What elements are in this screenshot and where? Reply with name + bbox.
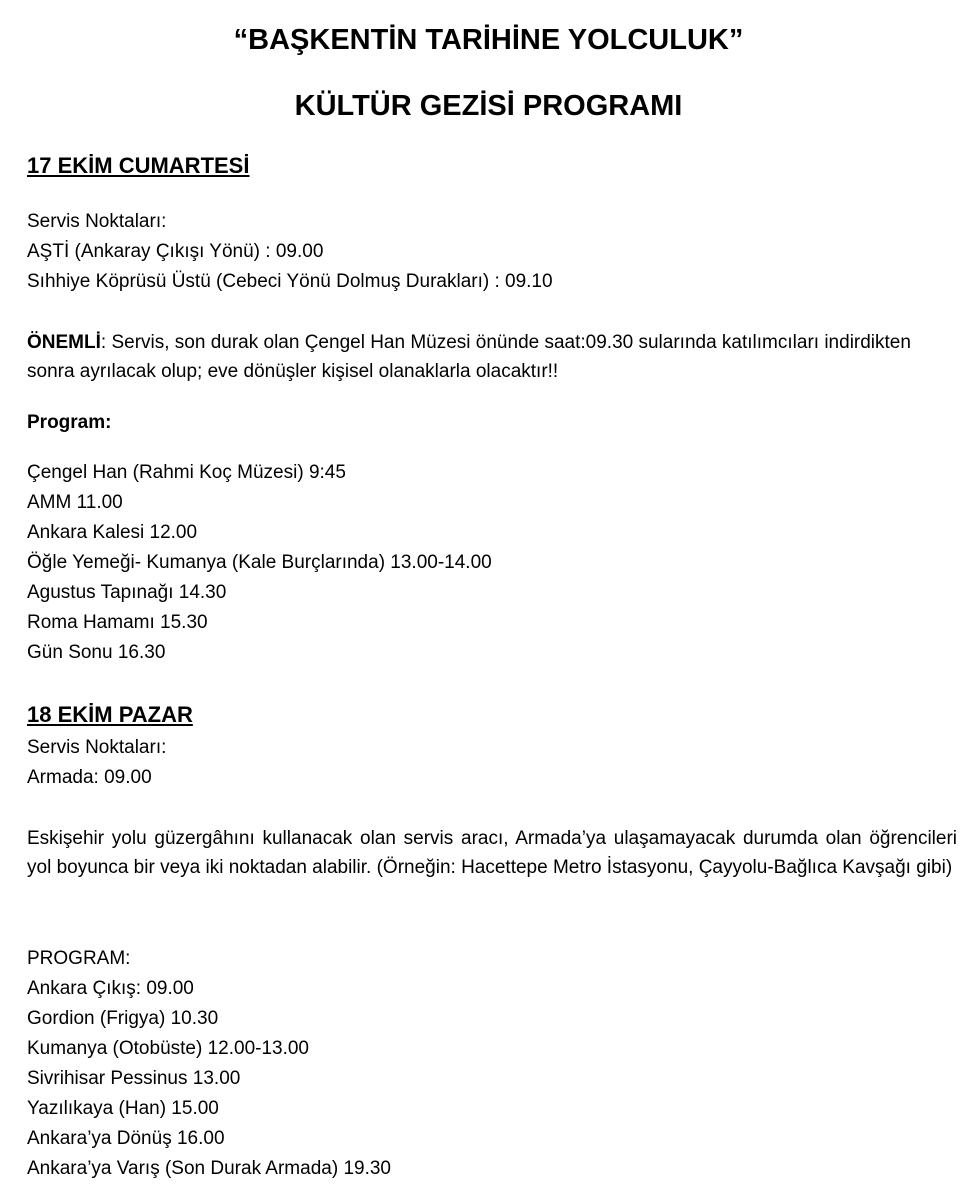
day2-program-item: Ankara’ya Varış (Son Durak Armada) 19.30 xyxy=(27,1158,391,1179)
day2-service-label: Servis Noktaları: xyxy=(27,737,167,758)
day2-program-item: Yazılıkaya (Han) 15.00 xyxy=(27,1098,219,1119)
document-title: “BAŞKENTİN TARİHİNE YOLCULUK” xyxy=(233,24,744,56)
day1-program-item: Ankara Kalesi 12.00 xyxy=(27,522,198,543)
important-text: : Servis, son durak olan Çengel Han Müzesi önünde saat:09.30 sularında katılımcıları indirdikten sonra ayrılacak olup; eve dönüşler kişisel olanaklarla olacaktır!! xyxy=(27,332,911,382)
day1-service-label: Servis Noktaları: xyxy=(27,211,167,232)
day1-program-item: Öğle Yemeği- Kumanya (Kale Burçlarında) 13.00-14.00 xyxy=(27,552,492,573)
day1-service-point: Sıhhiye Köprüsü Üstü (Cebeci Yönü Dolmuş Durakları) : 09.10 xyxy=(27,271,553,292)
day1-program-item: Agustus Tapınağı 14.30 xyxy=(27,582,227,603)
day2-program-item: Sivrihisar Pessinus 13.00 xyxy=(27,1068,241,1089)
day2-heading: 18 EKİM PAZAR xyxy=(27,702,193,727)
day1-program-item: Roma Hamamı 15.30 xyxy=(27,612,208,633)
day2-note: Eskişehir yolu güzergâhını kullanacak olan servis aracı, Armada’ya ulaşamayacak durumda olan öğrencileri yol boyunca bir veya iki noktadan alabilir. (Örneğin: Hacettepe Metro İstasyonu, Çayyolu-Bağlıca Kavşağı gibi) xyxy=(27,828,957,878)
day2-program-label: PROGRAM: xyxy=(27,948,131,969)
day2-program-item: Ankara’ya Dönüş 16.00 xyxy=(27,1128,225,1149)
day2-program-item: Ankara Çıkış: 09.00 xyxy=(27,978,194,999)
day1-program-item: Çengel Han (Rahmi Koç Müzesi) 9:45 xyxy=(27,462,346,483)
day1-heading: 17 EKİM CUMARTESİ xyxy=(27,153,250,178)
day2-service-point: Armada: 09.00 xyxy=(27,767,152,788)
day2-program-item: Kumanya (Otobüste) 12.00-13.00 xyxy=(27,1038,310,1059)
day1-program-item: AMM 11.00 xyxy=(27,492,123,513)
day1-service-point: AŞTİ (Ankaray Çıkışı Yönü) : 09.00 xyxy=(27,241,324,262)
document-subtitle: KÜLTÜR GEZİSİ PROGRAMI xyxy=(294,90,683,122)
day1-important-note xyxy=(27,328,957,386)
day2-program-item: Gordion (Frigya) 10.30 xyxy=(27,1008,219,1029)
day1-program-item: Gün Sonu 16.30 xyxy=(27,642,166,663)
important-label: ÖNEMLİ xyxy=(27,332,101,353)
day1-program-label: Program: xyxy=(27,412,112,433)
